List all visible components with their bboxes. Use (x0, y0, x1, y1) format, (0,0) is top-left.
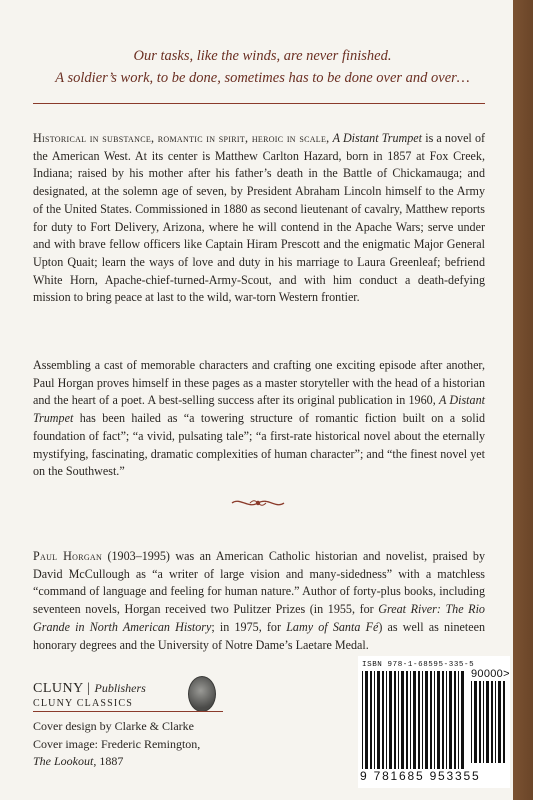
cover-image-year: , 1887 (93, 754, 124, 768)
blurb-paragraph-2 (33, 357, 485, 481)
blurb-body: Assembling a cast of memorable characters and crafting one exciting episode after another, Paul Horgan proves himself in these pages as a master storyteller with the head of a historian and the heart of a poet. A best-selling success after its original publication in 1960, (33, 358, 485, 408)
cover-credits (33, 718, 243, 771)
flourish-ornament-icon (230, 496, 286, 510)
publisher-name: CLUNY (33, 681, 84, 696)
author-name: Paul Horgan (33, 549, 103, 563)
blurb-paragraph-1 (33, 130, 485, 307)
cover-image-title-line (33, 753, 243, 771)
barcode-main-bars-icon (362, 671, 466, 769)
isbn-text: ISBN 978-1-68595-335-5 (362, 661, 475, 669)
price-code: 90000> (471, 668, 510, 680)
book-spine-edge (513, 0, 533, 800)
cover-image-credit: Cover image: Frederic Remington, (33, 736, 201, 751)
award-book-title-2: Lamy of Santa Fé (286, 619, 379, 634)
divider-rule (33, 103, 485, 104)
epigraph-line-2: A soldier’s work, to be done, sometimes has to be done over and over… (55, 70, 470, 86)
epigraph-line-1: Our tasks, like the winds, are never finished. (133, 48, 392, 64)
barcode-digits: 9 781685 953355 (360, 769, 481, 783)
imprint-name: CLUNY CLASSICS (33, 698, 134, 709)
publisher-sub: Publishers (94, 681, 146, 695)
blurb-lead: Historical in substance, romantic in spirit, heroic in scale, (33, 131, 330, 145)
author-bio-text: (1903–1995) was an American Catholic historian and novelist, praised by David McCullough as “a writer of large vision and many-sidedness” with a matchless “command of language and feeling for human nature.” Author of forty-plus books, including seventeen novels, Horgan received two Pulitzer Prizes (in 1955, for (33, 549, 486, 617)
publisher-rule (33, 711, 223, 712)
award-book-title-1: Great River: The Rio Grande in North American History (33, 602, 485, 634)
author-bio-text: ) as well as nineteen honorary degrees and the University of Notre Dame’s Laetare Medal. (33, 619, 486, 652)
cover-image-title: The Lookout (33, 754, 94, 768)
book-title: A Distant Trumpet (33, 393, 485, 426)
blurb-body: is a novel of the American West. At its center is Matthew Carlton Hazard, born in 1857 at Fox Creek, Indiana; raised by his mother after his father’s death in the Battle of Chickamauga; and designated, at the solemn age of seven, by President Abraham Lincoln himself to the Army of the United States. Commissioned in 1880 as second lieutenant of cavalry, Matthew reports for duty to Fort Delivery, Arizona, where he will contend in the Apache Wars; serve under and with brave fellow officers like Captain Hiram Prescott and the enigmatic Major General Upton Quait; learn the ways of love and duty in his marriage to Laura Greenleaf; befriend White Horn, Apache-chief-turned-Army-Scout, and with him conduct a death-defying mission to bring peace at last to the wild, war-torn Western frontier. (33, 131, 486, 305)
epigraph (30, 45, 495, 89)
publisher-separator: | (87, 681, 91, 696)
author-bio-text: ; in 1975, for (211, 619, 282, 634)
blurb-tail: has been hailed as “a towering structure of romantic fiction built on a solid foundation of fact”; “a vivid, pulsating tale”; “a first-rate historical novel about the eternally mystifying, fascinating, dramatic complexities of human character”; and “the finest novel yet on the Southwest.” (33, 411, 485, 479)
cover-design-credit: Cover design by Clarke & Clarke (33, 719, 194, 733)
book-title: A Distant Trumpet (332, 131, 423, 145)
publisher-seal-icon (188, 676, 216, 712)
isbn-barcode (358, 656, 510, 788)
author-bio (33, 548, 485, 654)
barcode-addon-bars-icon (471, 681, 507, 763)
